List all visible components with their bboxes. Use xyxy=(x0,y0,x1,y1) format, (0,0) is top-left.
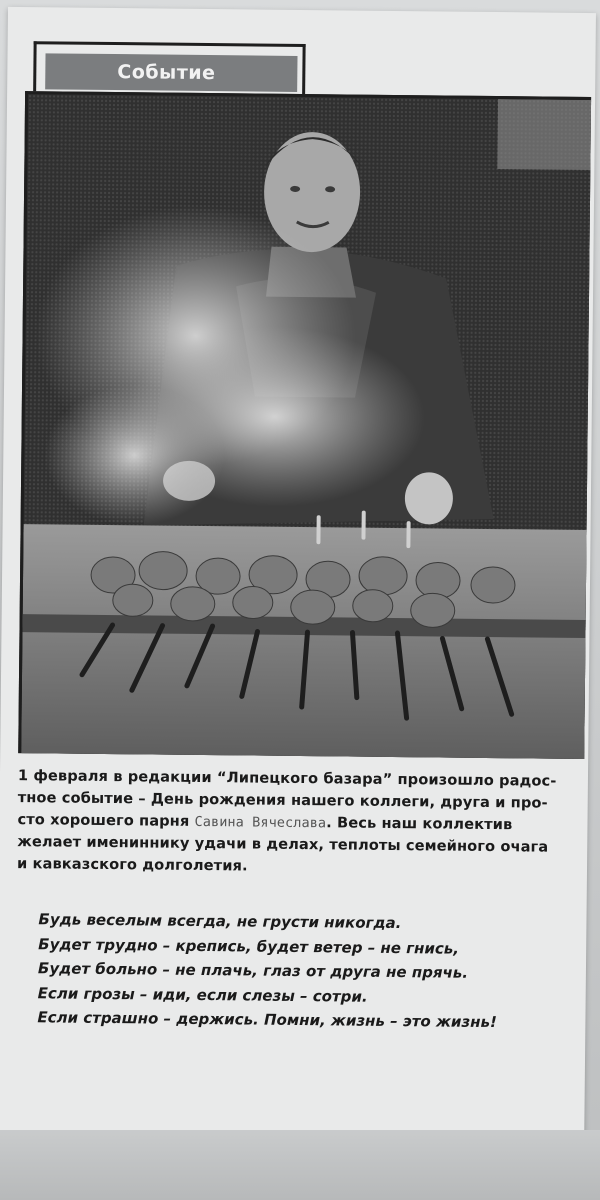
section-label: Событие xyxy=(45,53,297,92)
person-name: Савина Вячеслава xyxy=(194,813,327,832)
photo xyxy=(18,91,591,759)
article-paragraph xyxy=(17,765,584,881)
article-line-3-end: . Весь наш коллектив xyxy=(326,814,513,834)
poem xyxy=(37,907,578,1035)
man-grilling-shashlik-icon xyxy=(21,94,591,759)
article-line-5: и кавказского долголетия. xyxy=(16,855,248,875)
poem-line-3: Будет больно – не плачь, глаз от друга не прячь. xyxy=(37,959,469,982)
article-line-2: тное событие – День рождения нашего коллеги, друга и про- xyxy=(17,789,548,812)
table-surface xyxy=(0,1130,600,1200)
article-line-3-start: сто хорошего парня xyxy=(17,811,195,830)
poem-line-2: Будет трудно – крепись, будет ветер – не гнись, xyxy=(38,934,460,958)
article-line-4: желает имениннику удачи в делах, теплоты семейного очага xyxy=(17,833,549,856)
newspaper-clipping xyxy=(0,7,596,1143)
poem-line-1: Будь веселым всегда, не грусти никогда. xyxy=(38,910,402,933)
article-line-1: 1 февраля в редакции “Липецкого базара” произошло радос- xyxy=(17,767,557,790)
poem-line-4: Если грозы – иди, если слезы – сотри. xyxy=(37,983,368,1006)
poem-line-5: Если страшно – держись. Помни, жизнь – это жизнь! xyxy=(37,1008,497,1032)
